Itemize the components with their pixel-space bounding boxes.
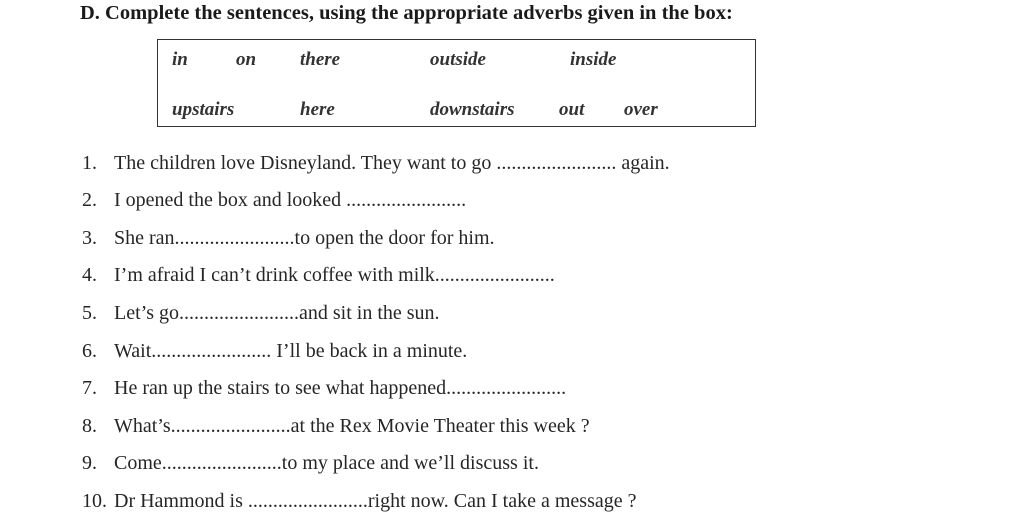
word-there: there [300,49,341,70]
exercise-item-9 [82,452,539,475]
word-upstairs: upstairs [172,99,235,120]
exercise-text: He ran up the stairs to see what happened........................ [114,377,567,399]
exercise-item-3 [82,227,495,250]
adverb-word-box [157,39,756,127]
exercise-text: Wait........................ I’ll be back in a minute. [114,340,468,362]
exercise-text: What’s........................at the Rex Movie Theater this week ? [114,415,590,437]
exercise-text: Let’s go........................and sit in the sun. [114,302,440,324]
exercise-item-7 [82,377,566,400]
exercise-text: Dr Hammond is ........................right now. Can I take a message ? [114,490,637,512]
exercise-number: 8. [82,415,97,437]
exercise-item-5 [82,302,440,325]
exercise-number: 5. [82,302,97,324]
word-on: on [236,49,257,70]
exercise-text: She ran........................to open the door for him. [114,227,495,249]
exercise-number: 9. [82,452,97,474]
exercise-text: I opened the box and looked ........................ [114,189,467,211]
exercise-number: 10. [82,490,107,512]
exercise-number: 6. [82,340,97,362]
exercise-number: 2. [82,189,97,211]
exercise-item-2 [82,189,466,212]
exercise-item-10 [82,490,637,513]
word-downstairs: downstairs [430,99,515,120]
word-in: in [172,49,188,70]
exercise-item-4 [82,264,555,287]
exercise-text: Come........................to my place and we’ll discuss it. [114,452,539,474]
exercise-number: 4. [82,264,97,286]
word-out: out [559,99,585,120]
word-outside: outside [430,49,486,70]
exercise-heading: D. Complete the sentences, using the appropriate adverbs given in the box: [80,2,733,24]
exercise-item-6 [82,340,467,363]
exercise-item-1 [82,152,670,175]
word-over: over [624,99,658,120]
word-here: here [300,99,335,120]
exercise-number: 7. [82,377,97,399]
word-inside: inside [570,49,617,70]
exercise-text: I’m afraid I can’t drink coffee with milk........................ [114,264,555,286]
exercise-number: 1. [82,152,97,174]
exercise-text: The children love Disneyland. They want to go ........................ again. [114,152,670,174]
exercise-item-8 [82,415,590,438]
exercise-number: 3. [82,227,97,249]
